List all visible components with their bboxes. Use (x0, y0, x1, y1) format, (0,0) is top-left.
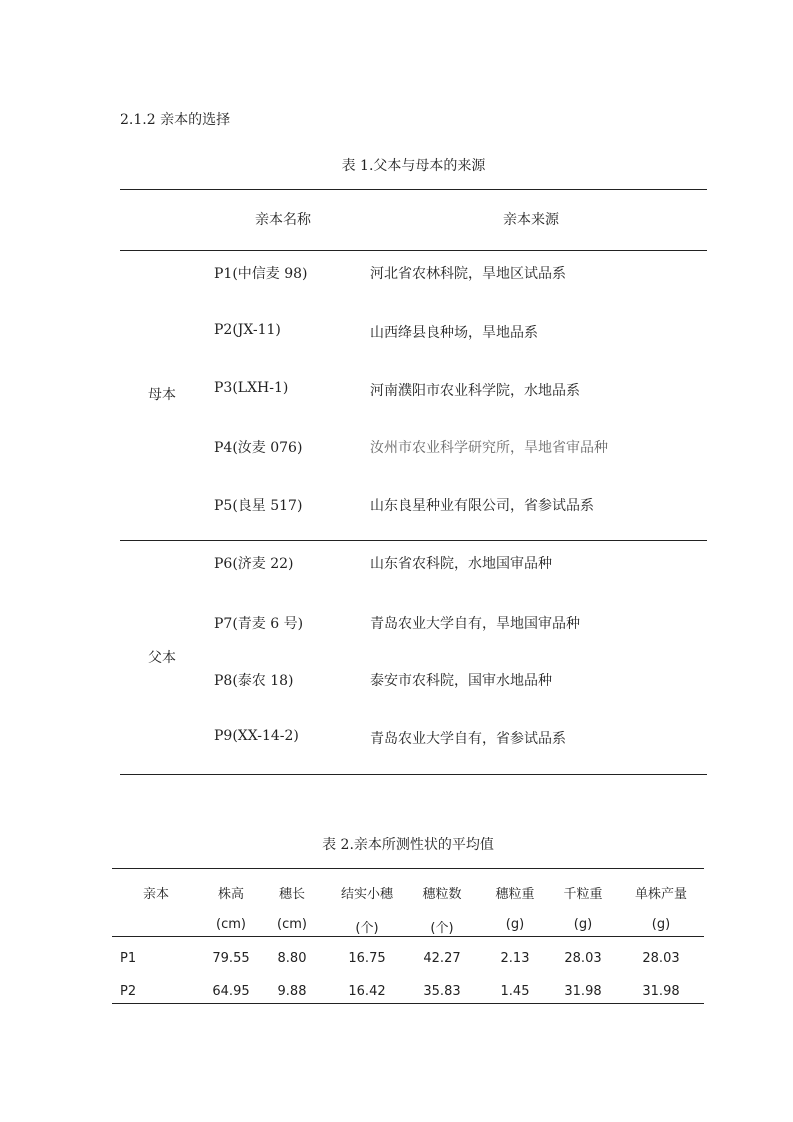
group-label-male: 父本 (148, 650, 176, 666)
table2-header: 穗长 (278, 887, 305, 902)
table2-cell: 2.13 (500, 951, 530, 966)
table2-cell: 16.42 (348, 984, 386, 999)
table2-cell: 9.88 (277, 984, 307, 999)
table2-header: 株高 (217, 887, 244, 902)
table2-cell: 1.45 (500, 984, 530, 999)
parent-source: 青岛农业大学自有，省参试品系 (370, 731, 566, 747)
table1-caption: 表 1.父本与母本的来源 (341, 158, 486, 174)
table2-cell: 42.27 (423, 951, 461, 966)
table2-header: 单株产量 (634, 887, 687, 902)
table2-header: 亲本 (142, 887, 169, 902)
table1-top-rule (120, 189, 707, 190)
table1-bottom-rule (120, 774, 707, 775)
table2-unit: (个) (430, 921, 454, 936)
table2-cell: 28.03 (642, 951, 680, 966)
table2-cell: 79.55 (212, 951, 250, 966)
parent-source: 汝州市农业科学研究所，旱地省审品种 (370, 440, 608, 456)
parent-source: 山西绛县良种场，旱地品系 (370, 325, 538, 341)
parent-source: 山东良星种业有限公司，省参试品系 (370, 498, 594, 514)
parent-source: 河南濮阳市农业科学院，水地品系 (370, 383, 580, 399)
table1-header-source: 亲本来源 (503, 212, 559, 228)
table2-unit: (g) (573, 917, 593, 932)
group-label-female: 母本 (148, 387, 176, 403)
table2-unit: (cm) (277, 917, 307, 932)
table2-header: 穗粒重 (495, 887, 535, 902)
table2-unit: (g) (505, 917, 525, 932)
parent-source: 泰安市农科院，国审水地品种 (370, 673, 552, 689)
parent-source: 河北省农林科院，旱地区试品系 (370, 266, 566, 282)
table1-group-rule (120, 540, 707, 541)
parent-name: P4(汝麦 076) (214, 440, 303, 456)
table2-cell: P2 (120, 984, 137, 999)
table2-header: 穗粒数 (422, 887, 462, 902)
parent-name: P5(良星 517) (214, 498, 303, 514)
parent-name: P2(JX-11) (214, 322, 281, 338)
parent-name: P6(济麦 22) (214, 556, 294, 572)
table1-header-name: 亲本名称 (255, 212, 311, 228)
table1-header-rule (120, 250, 707, 251)
table2-unit: (cm) (216, 917, 246, 932)
parent-source: 青岛农业大学自有，旱地国审品种 (370, 616, 580, 632)
table2-top-rule (112, 868, 704, 869)
table2-unit: (g) (651, 917, 671, 932)
table2-unit: (个) (355, 921, 379, 936)
table2-cell: 8.80 (277, 951, 307, 966)
parent-name: P1(中信麦 98) (214, 266, 308, 282)
parent-source: 山东省农科院，水地国审品种 (370, 556, 552, 572)
parent-name: P8(泰农 18) (214, 673, 294, 689)
table2-caption: 表 2.亲本所测性状的平均值 (322, 837, 494, 853)
table2-cell: 35.83 (423, 984, 461, 999)
table2-header: 千粒重 (563, 887, 603, 902)
table2-header-rule (112, 936, 704, 937)
table2-header: 结实小穗 (340, 887, 393, 902)
table2-cell: 64.95 (212, 984, 250, 999)
section-heading: 2.1.2 亲本的选择 (120, 112, 231, 128)
table2-cell: 31.98 (642, 984, 680, 999)
table2-cell: 31.98 (564, 984, 602, 999)
table2-bottom-rule (112, 1003, 704, 1004)
parent-name: P3(LXH-1) (214, 380, 289, 396)
table2-cell: 28.03 (564, 951, 602, 966)
table2-cell: 16.75 (348, 951, 386, 966)
parent-name: P9(XX-14-2) (214, 728, 299, 744)
parent-name: P7(青麦 6 号) (214, 616, 304, 632)
table2-cell: P1 (120, 951, 137, 966)
